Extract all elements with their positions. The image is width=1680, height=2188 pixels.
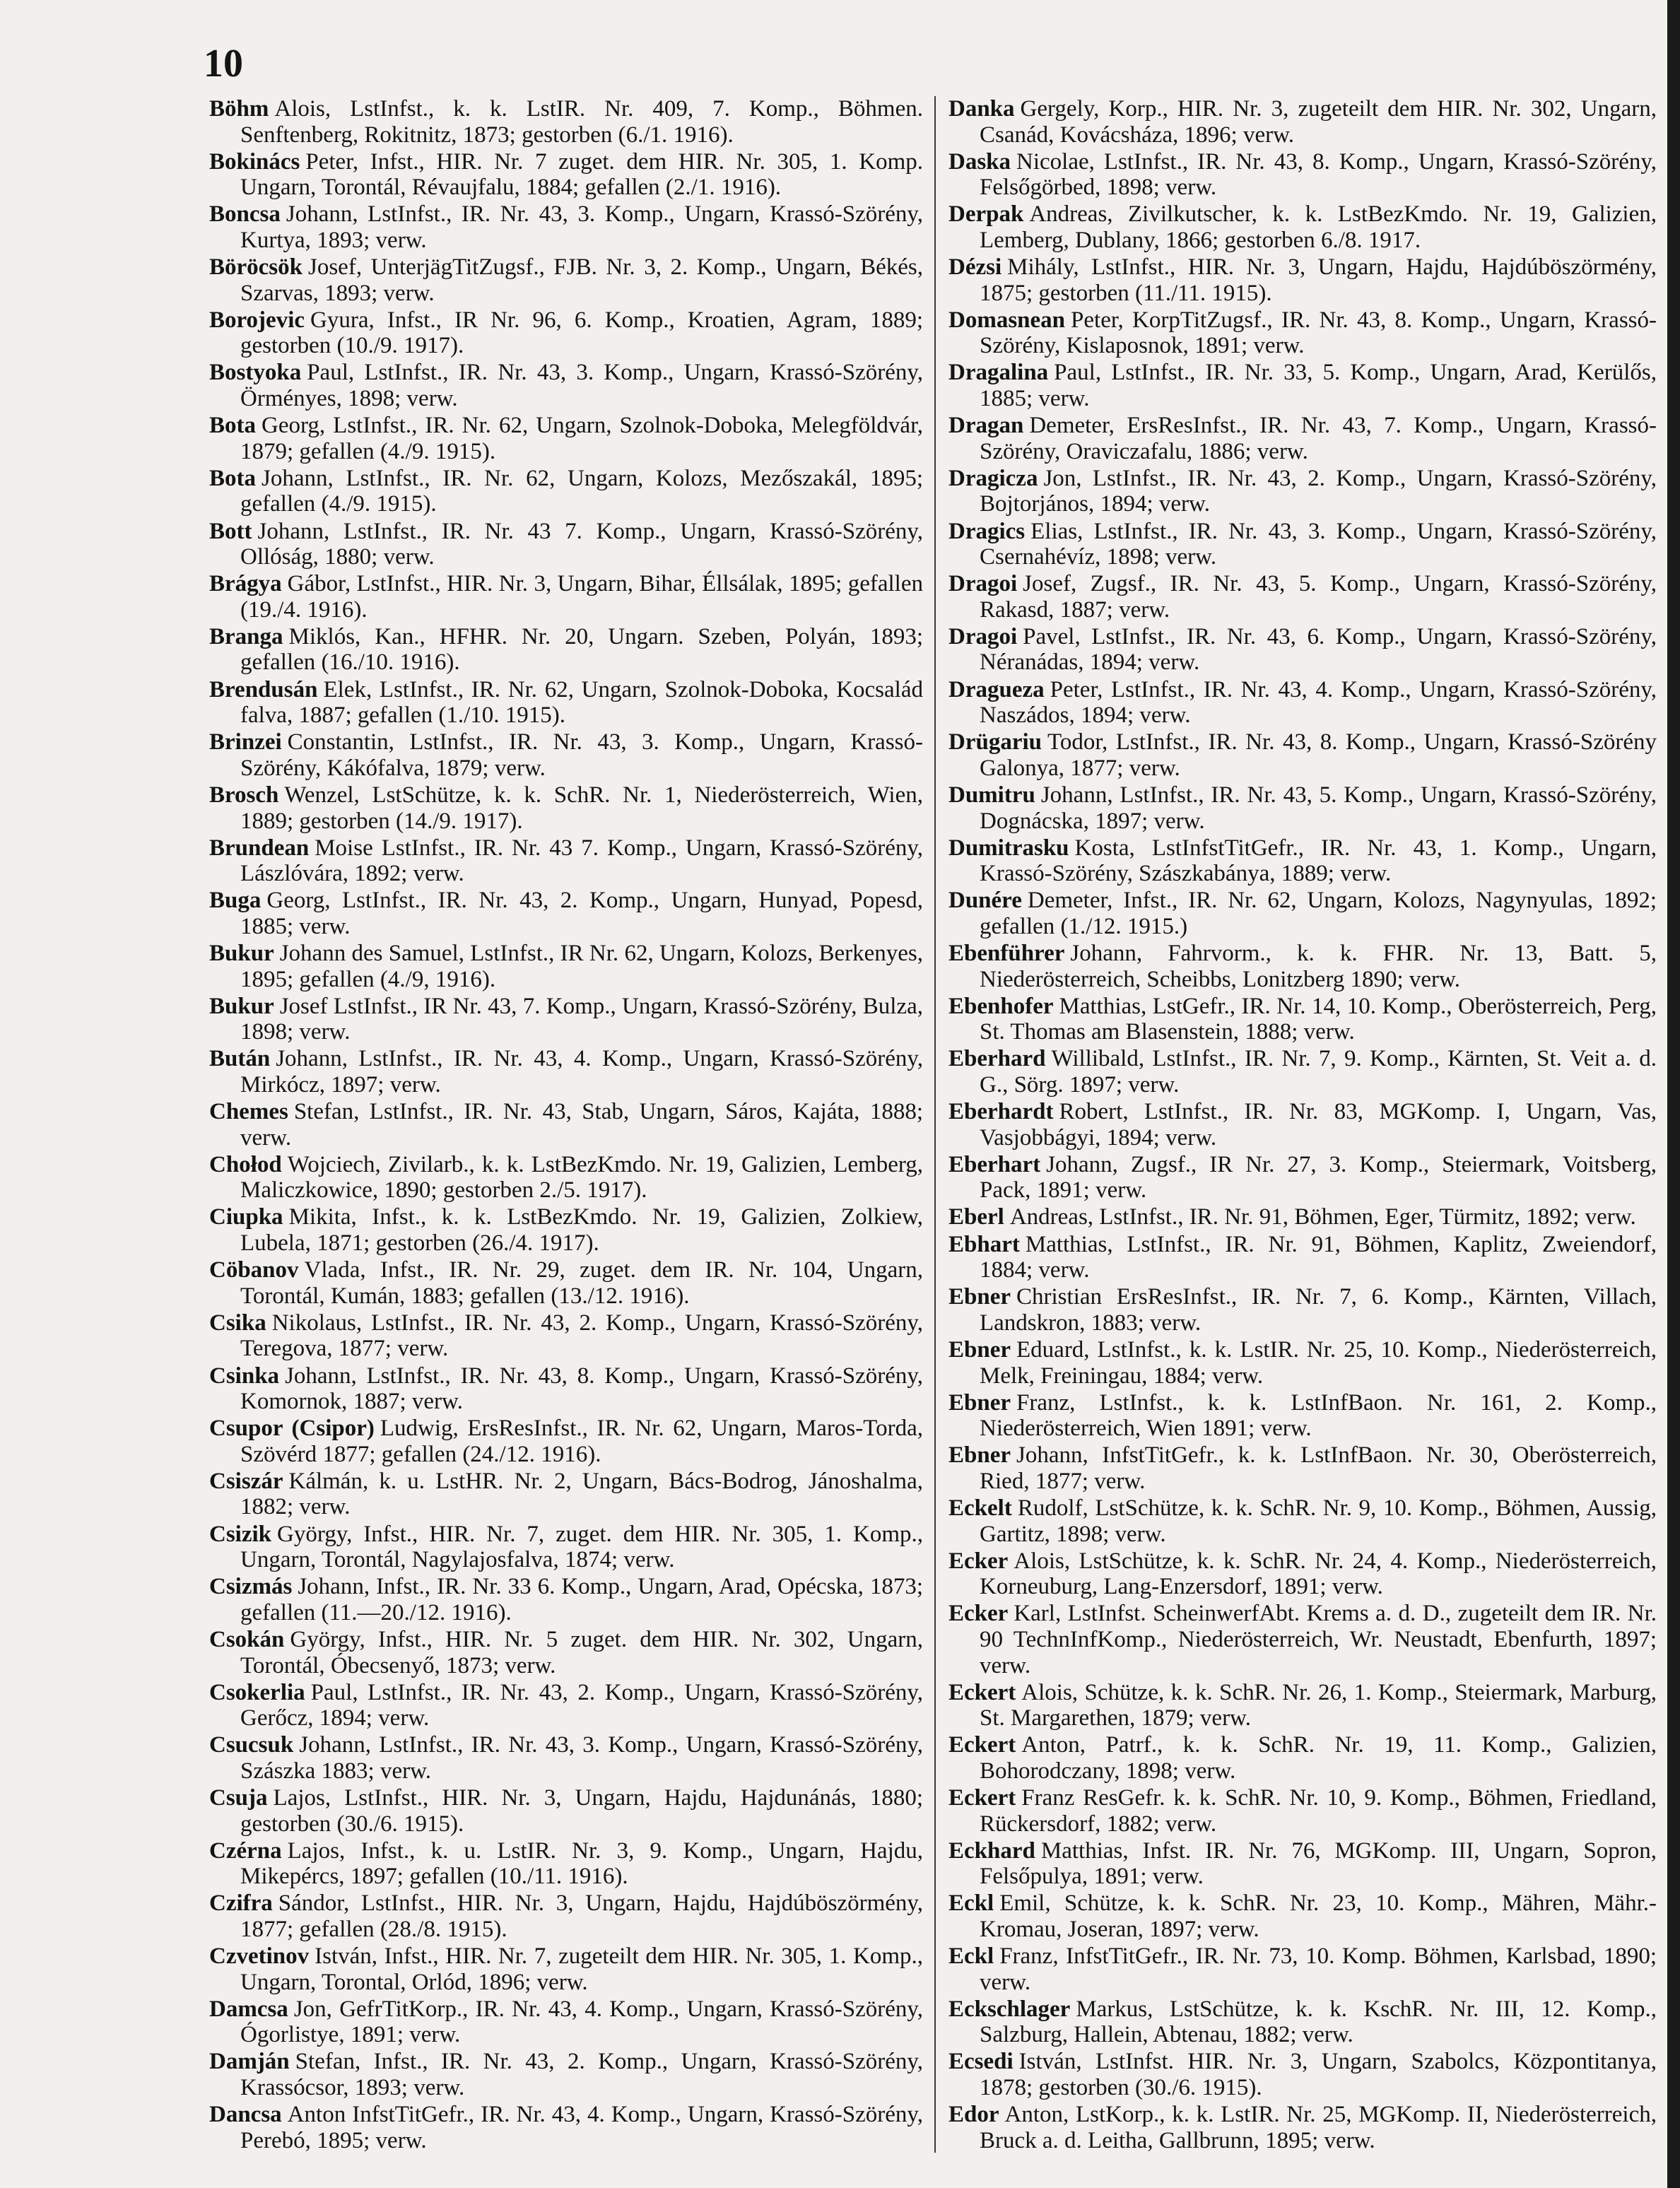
list-item	[948, 1284, 1657, 1336]
list-item	[209, 1943, 923, 1995]
entry-details: Moise LstInfst., IR. Nr. 43 7. Komp., Ungarn, Krassó-Szörény, Lászlóvára, 1892; verw.	[240, 835, 923, 887]
entry-surname: Branga	[209, 623, 283, 649]
list-item	[209, 1680, 923, 1731]
list-item	[209, 677, 923, 729]
entry-surname: Ebner	[948, 1336, 1011, 1363]
entry-details: Franz, InfstTitGefr., IR. Nr. 73, 10. Komp. Böhmen, Karlsbad, 1890; verw.	[980, 1943, 1657, 1995]
entry-surname: Dumitru	[948, 782, 1035, 808]
list-item	[209, 1996, 923, 2048]
list-item	[948, 1046, 1657, 1098]
entry-details: Nikolaus, LstInfst., IR. Nr. 43, 2. Komp., Ungarn, Krassó-Szörény, Teregova, 1877; verw.	[240, 1310, 923, 1362]
entry-details: Demeter, Infst., IR. Nr. 62, Ungarn, Kolozs, Nagynyulas, 1892; gefallen (1./12. 1915.)	[980, 888, 1657, 939]
list-item	[948, 941, 1657, 992]
list-item	[209, 1257, 923, 1309]
list-item	[209, 201, 923, 253]
list-item	[948, 1232, 1657, 1283]
list-item	[948, 201, 1657, 253]
entry-details: Josef, Zugsf., IR. Nr. 43, 5. Komp., Ungarn, Krassó-Szörény, Rakasd, 1887; verw.	[980, 571, 1657, 623]
entry-details: Josef, UnterjägTitZugsf., FJB. Nr. 3, 2. Komp., Ungarn, Békés, Szarvas, 1893; verw.	[240, 254, 923, 306]
list-item	[209, 96, 923, 148]
list-item	[209, 2049, 923, 2100]
list-item	[948, 307, 1657, 359]
entry-surname: Csizmás	[209, 1574, 293, 1600]
entry-details: Peter, KorpTitZugsf., IR. Nr. 43, 8. Komp., Ungarn, Krassó-Szörény, Kislaposnok, 1891; verw.	[980, 307, 1657, 359]
entry-details: Anton, LstKorp., k. k. LstIR. Nr. 25, MGKomp. II, Niederösterreich, Bruck a. d. Leitha, Gallbrunn, 1895; verw.	[980, 2102, 1657, 2153]
list-item	[209, 1204, 923, 1256]
entry-details: Demeter, ErsResInfst., IR. Nr. 43, 7. Komp., Ungarn, Krassó-Szörény, Oraviczafalu, 1886; verw.	[980, 413, 1657, 464]
entry-details: Alois, LstInfst., k. k. LstIR. Nr. 409, 7. Komp., Böhmen. Senftenberg, Rokitnitz, 1873; gestorben (6./1. 1916).	[240, 96, 923, 148]
list-item	[209, 2102, 923, 2153]
list-item	[209, 413, 923, 464]
entry-surname: Eberl	[948, 1204, 1004, 1230]
list-item	[948, 1152, 1657, 1204]
entry-details: Constantin, LstInfst., IR. Nr. 43, 3. Komp., Ungarn, Krassó-Szörény, Kákófalva, 1879; verw.	[240, 729, 923, 781]
list-item	[209, 1627, 923, 1678]
entry-details: Lajos, Infst., k. u. LstIR. Nr. 3, 9. Komp., Ungarn, Hajdu, Mikepércs, 1897; gefallen (10./11. 1916).	[240, 1837, 923, 1890]
entry-surname: Damján	[209, 2049, 290, 2075]
entry-surname: Bota	[209, 465, 256, 491]
list-item	[948, 782, 1657, 834]
entry-surname: Chemes	[209, 1099, 288, 1125]
entry-details: Georg, LstInfst., IR. Nr. 62, Ungarn, Szolnok-Doboka, Melegföldvár, 1879; gefallen (4./9. 1915).	[240, 413, 923, 464]
entry-surname: Dancsa	[209, 2102, 282, 2128]
entry-surname: Bukur	[209, 941, 274, 966]
list-item	[948, 677, 1657, 729]
left-column	[209, 96, 923, 2155]
entry-surname: Chołod	[209, 1151, 282, 1177]
list-item	[948, 1785, 1657, 1837]
list-item	[209, 466, 923, 517]
entry-surname: Daska	[948, 148, 1011, 175]
entry-details: Stefan, LstInfst., IR. Nr. 43, Stab, Ungarn, Sáros, Kajáta, 1888; verw.	[240, 1099, 923, 1151]
entry-details: Andreas, Zivilkutscher, k. k. LstBezKmdo. Nr. 19, Galizien, Lemberg, Dublany, 1866; gestorben 6./8. 1917.	[980, 201, 1657, 253]
entry-surname: Dragalina	[948, 360, 1049, 386]
entry-surname: Brosch	[209, 782, 279, 808]
entry-details: Sándor, LstInfst., HIR. Nr. 3, Ungarn, Hajdu, Hajdúböszörmény, 1877; gefallen (28./8. 1915).	[240, 1890, 923, 1942]
entry-surname: Czvetinov	[209, 1943, 310, 1970]
entry-details: Matthias, LstGefr., IR. Nr. 14, 10. Komp., Oberösterreich, Perg, St. Thomas am Blasenstein, 1888; verw.	[980, 993, 1657, 1045]
list-item	[948, 1601, 1657, 1678]
list-item	[948, 888, 1657, 939]
entry-surname: Ebhart	[948, 1231, 1020, 1257]
entry-details: Kosta, LstInfstTitGefr., IR. Nr. 43, 1. Komp., Ungarn, Krassó-Szörény, Szászkabánya, 1889; verw.	[980, 835, 1657, 887]
list-item	[209, 1732, 923, 1784]
list-item	[209, 1310, 923, 1362]
list-item	[209, 360, 923, 411]
entry-details: Rudolf, LstSchütze, k. k. SchR. Nr. 9, 10. Komp., Böhmen, Aussig, Gartitz, 1898; verw.	[980, 1495, 1657, 1547]
entry-details: Anton InfstTitGefr., IR. Nr. 43, 4. Komp., Ungarn, Krassó-Szörény, Perebó, 1895; verw.	[240, 2102, 923, 2153]
list-item	[948, 519, 1657, 570]
entry-surname: Dragoi	[948, 623, 1018, 649]
entry-details: Johann, LstInfst., IR. Nr. 43, 8. Komp., Ungarn, Krassó-Szörény, Komornok, 1887; verw.	[240, 1363, 923, 1415]
entry-surname: Ecker	[948, 1601, 1009, 1627]
scan-edge	[1667, 0, 1680, 2188]
entry-surname: Csokán	[209, 1626, 285, 1652]
list-item	[948, 254, 1657, 306]
entry-details: Kálmán, k. u. LstHR. Nr. 2, Ungarn, Bács-Bodrog, Jánoshalma, 1882; verw.	[240, 1468, 923, 1520]
entry-surname: Böhm	[209, 96, 269, 122]
list-item	[209, 729, 923, 781]
entry-surname: Eckert	[948, 1732, 1016, 1758]
entry-surname: Eberhart	[948, 1151, 1041, 1177]
entry-details: Matthias, Infst. IR. Nr. 76, MGKomp. III, Ungarn, Sopron, Felsőpulya, 1891; verw.	[980, 1837, 1657, 1890]
entry-details: Georg, LstInfst., IR. Nr. 43, 2. Komp., Ungarn, Hunyad, Popesd, 1885; verw.	[240, 888, 923, 939]
entry-surname: Bostyoka	[209, 360, 302, 386]
list-item	[948, 1204, 1657, 1230]
entry-surname: Bota	[209, 413, 256, 439]
entry-surname: Dunére	[948, 888, 1022, 914]
list-item	[948, 1495, 1657, 1547]
list-item	[209, 1099, 923, 1151]
entry-surname: Eckert	[948, 1679, 1016, 1705]
entry-details: Gyura, Infst., IR Nr. 96, 6. Komp., Kroatien, Agram, 1889; gestorben (10./9. 1917).	[240, 307, 923, 359]
list-item	[209, 1522, 923, 1573]
entry-surname: Eckelt	[948, 1495, 1012, 1521]
entry-details: István, Infst., HIR. Nr. 7, zugeteilt dem HIR. Nr. 305, 1. Komp., Ungarn, Torontal, Orlód, 1896; verw.	[240, 1943, 923, 1995]
entry-surname: Bukur	[209, 993, 274, 1019]
entry-surname: Dragan	[948, 413, 1024, 439]
list-item	[948, 96, 1657, 148]
entry-details: Paul, LstInfst., IR. Nr. 43, 2. Komp., Ungarn, Krassó-Szörény, Gerőcz, 1894; verw.	[240, 1679, 923, 1731]
entry-details: Johann, LstInfst., IR. Nr. 43, 3. Komp., Ungarn, Krassó-Szörény, Kurtya, 1893; verw.	[240, 201, 923, 253]
page-number: 10	[204, 42, 243, 86]
entry-surname: Ciupka	[209, 1204, 283, 1230]
entry-details: Ludwig, ErsResInfst., IR. Nr. 62, Ungarn, Maros-Torda, Szövérd 1877; gefallen (24./12. 1916).	[240, 1416, 923, 1467]
list-item	[948, 571, 1657, 623]
entry-details: Josef LstInfst., IR Nr. 43, 7. Komp., Ungarn, Krassó-Szörény, Bulza, 1898; verw.	[240, 993, 923, 1045]
list-item	[948, 2102, 1657, 2153]
entry-details: Johann, LstInfst., IR. Nr. 43 7. Komp., Ungarn, Krassó-Szörény, Ollóság, 1880; verw.	[240, 518, 923, 570]
entry-details: Karl, LstInfst. ScheinwerfAbt. Krems a. d. D., zugeteilt dem IR. Nr. 90 TechnInfKomp., Niederösterreich, Wr. Neustadt, Ebenfurth, 1897; verw.	[980, 1601, 1657, 1678]
entry-details: Elek, LstInfst., IR. Nr. 62, Ungarn, Szolnok-Doboka, Kocsalád falva, 1887; gefallen (1./10. 1915).	[240, 676, 923, 729]
list-item	[948, 1732, 1657, 1784]
entry-details: Alois, Schütze, k. k. SchR. Nr. 26, 1. Komp., Steiermark, Marburg, St. Margarethen, 1879; verw.	[980, 1679, 1657, 1731]
entry-surname: Eckl	[948, 1890, 994, 1917]
entry-details: Peter, LstInfst., IR. Nr. 43, 4. Komp., Ungarn, Krassó-Szörény, Naszádos, 1894; verw.	[980, 676, 1657, 729]
entry-details: Eduard, LstInfst., k. k. LstIR. Nr. 25, 10. Komp., Niederösterreich, Melk, Freiningau, 1884; verw.	[980, 1336, 1657, 1389]
entry-surname: Csiszár	[209, 1468, 283, 1494]
entry-surname: Ebenhofer	[948, 993, 1054, 1019]
entry-surname: Ecker	[948, 1548, 1009, 1574]
list-item	[209, 254, 923, 306]
entry-surname: Böröcsök	[209, 254, 302, 281]
list-item	[209, 1838, 923, 1890]
entry-surname: Dragoi	[948, 571, 1018, 597]
list-item	[209, 624, 923, 676]
list-item	[948, 835, 1657, 887]
list-item	[948, 1943, 1657, 1995]
entry-surname: Bott	[209, 518, 252, 544]
list-item	[948, 360, 1657, 411]
entry-surname: Ecsedi	[948, 2049, 1014, 2075]
list-item	[948, 994, 1657, 1045]
list-item	[948, 466, 1657, 517]
list-item	[209, 1785, 923, 1837]
entry-details: Lajos, LstInfst., HIR. Nr. 3, Ungarn, Hajdu, Hajdunánás, 1880; gestorben (30./6. 1915).	[240, 1785, 923, 1837]
entry-surname: Ebner	[948, 1389, 1011, 1416]
entry-surname: Domasnean	[948, 307, 1066, 333]
entry-details: István, LstInfst. HIR. Nr. 3, Ungarn, Szabolcs, Központitanya, 1878; gestorben (30./6. 1915).	[980, 2049, 1657, 2101]
entry-details: Johann, LstInfst., IR. Nr. 43, 5. Komp., Ungarn, Krassó-Szörény, Dognácska, 1897; verw.	[980, 782, 1657, 834]
entry-details: Markus, LstSchütze, k. k. KschR. Nr. III, 12. Komp., Salzburg, Hallein, Abtenau, 1882; verw.	[980, 1996, 1657, 2048]
entry-surname: Czifra	[209, 1890, 273, 1917]
entry-details: Paul, LstInfst., IR. Nr. 43, 3. Komp., Ungarn, Krassó-Szörény, Örményes, 1898; verw.	[240, 360, 923, 412]
entry-surname: Edor	[948, 2102, 999, 2128]
list-item	[948, 624, 1657, 676]
entry-details: Christian ErsResInfst., IR. Nr. 7, 6. Komp., Kärnten, Villach, Landskron, 1883; verw.	[980, 1284, 1657, 1336]
entry-surname: Csinka	[209, 1363, 280, 1389]
entry-details: Emil, Schütze, k. k. SchR. Nr. 23, 10. Komp., Mähren, Mähr.-Kromau, Joseran, 1897; verw.	[980, 1890, 1657, 1942]
entry-surname: Csokerlia	[209, 1679, 305, 1705]
right-column	[948, 96, 1657, 2155]
list-item	[948, 1680, 1657, 1731]
entry-details: Gábor, LstInfst., HIR. Nr. 3, Ungarn, Bihar, Éllsálak, 1895; gefallen (19./4. 1916).	[240, 571, 923, 623]
entry-details: György, Infst., HIR. Nr. 5 zuget. dem HIR. Nr. 302, Ungarn, Torontál, Óbecsenyő, 1873; verw.	[240, 1626, 923, 1678]
entry-surname: Eckert	[948, 1785, 1016, 1811]
list-item	[948, 1099, 1657, 1151]
entry-surname: Drügariu	[948, 729, 1042, 755]
list-item	[948, 729, 1657, 781]
list-item	[209, 571, 923, 623]
entry-details: Johann, LstInfst., IR. Nr. 43, 3. Komp., Ungarn, Krassó-Szörény, Szászka 1883; verw.	[240, 1732, 923, 1784]
entry-surname: Borojevic	[209, 307, 305, 333]
entry-details: Wojciech, Zivilarb., k. k. LstBezKmdo. Nr. 19, Galizien, Lemberg, Maliczkowice, 1890; gestorben 2./5. 1917).	[240, 1151, 923, 1204]
entry-surname: Cöbanov	[209, 1257, 299, 1283]
list-item	[209, 1046, 923, 1098]
entry-details: Johann, Zugsf., IR Nr. 27, 3. Komp., Steiermark, Voitsberg, Pack, 1891; verw.	[980, 1151, 1657, 1204]
entry-details: Jon, LstInfst., IR. Nr. 43, 2. Komp., Ungarn, Krassó-Szörény, Bojtorjános, 1894; verw.	[980, 465, 1657, 517]
list-item	[948, 149, 1657, 201]
entry-details: Johann, LstInfst., IR. Nr. 62, Ungarn, Kolozs, Mezőszakál, 1895; gefallen (4./9. 1915).	[240, 465, 923, 517]
entry-details: Franz ResGefr. k. k. SchR. Nr. 10, 9. Komp., Böhmen, Friedland, Rückersdorf, 1882; verw.	[980, 1785, 1657, 1837]
entry-surname: Bután	[209, 1046, 271, 1072]
entry-surname: Dragicza	[948, 465, 1038, 491]
entry-details: Mihály, LstInfst., HIR. Nr. 3, Ungarn, Hajdu, Hajdúböszörmény, 1875; gestorben (11./11. 1915).	[980, 254, 1657, 306]
list-item	[948, 2049, 1657, 2100]
entry-details: Jon, GefrTitKorp., IR. Nr. 43, 4. Komp., Ungarn, Krassó-Szörény, Ógorlistye, 1891; verw.	[240, 1996, 923, 2048]
entry-surname: Czérna	[209, 1837, 282, 1864]
list-item	[209, 307, 923, 359]
list-item	[209, 1363, 923, 1415]
list-item	[209, 149, 923, 201]
entry-details: Johann, Fahrvorm., k. k. FHR. Nr. 13, Batt. 5, Niederösterreich, Scheibbs, Lonitzberg 1890; verw.	[980, 941, 1657, 992]
entry-surname: Boncsa	[209, 201, 281, 228]
entry-surname: Derpak	[948, 201, 1024, 228]
entry-surname: Eckhard	[948, 1837, 1035, 1864]
entry-surname: Eberhard	[948, 1046, 1046, 1072]
entry-surname: Damcsa	[209, 1996, 288, 2022]
column-divider	[934, 96, 936, 2153]
entry-surname: Csupor (Csipor)	[209, 1416, 375, 1442]
entry-details: Mikita, Infst., k. k. LstBezKmdo. Nr. 19, Galizien, Zolkiew, Lubela, 1871; gestorben (26./4. 1917).	[240, 1204, 923, 1257]
entry-surname: Csizik	[209, 1521, 272, 1547]
entry-details: Andreas, LstInfst., IR. Nr. 91, Böhmen, Eger, Türmitz, 1892; verw.	[1009, 1204, 1636, 1230]
entry-details: Pavel, LstInfst., IR. Nr. 43, 6. Komp., Ungarn, Krassó-Szörény, Néranádas, 1894; verw.	[980, 623, 1657, 676]
entry-surname: Ebenführer	[948, 941, 1065, 966]
list-item	[209, 1469, 923, 1520]
entry-surname: Csika	[209, 1310, 266, 1336]
entry-surname: Eberhardt	[948, 1099, 1054, 1125]
list-item	[948, 413, 1657, 464]
list-item	[209, 1890, 923, 1942]
entry-surname: Danka	[948, 96, 1015, 122]
entry-surname: Bokinács	[209, 148, 300, 175]
entry-details: Vlada, Infst., IR. Nr. 29, zuget. dem IR. Nr. 104, Ungarn, Torontál, Kumán, 1883; gefallen (13./12. 1916).	[240, 1257, 923, 1309]
entry-surname: Dumitrasku	[948, 835, 1069, 861]
entry-surname: Brundean	[209, 835, 310, 861]
list-item	[948, 1838, 1657, 1890]
entry-details: Peter, Infst., HIR. Nr. 7 zuget. dem HIR. Nr. 305, 1. Komp. Ungarn, Torontál, Révaujfalu, 1884; gefallen (2./1. 1916).	[240, 148, 923, 201]
list-item	[209, 835, 923, 887]
list-item	[948, 1890, 1657, 1942]
entry-surname: Brágya	[209, 571, 282, 597]
entry-details: Todor, LstInfst., IR. Nr. 43, 8. Komp., Ungarn, Krassó-Szörény Galonya, 1877; verw.	[980, 729, 1657, 781]
entry-surname: Brinzei	[209, 729, 282, 755]
entry-details: Alois, LstSchütze, k. k. SchR. Nr. 24, 4. Komp., Niederösterreich, Korneuburg, Lang-Enzersdorf, 1891; verw.	[980, 1548, 1657, 1600]
entry-details: György, Infst., HIR. Nr. 7, zuget. dem HIR. Nr. 305, 1. Komp., Ungarn, Torontál, Nagylajosfalva, 1874; verw.	[240, 1521, 923, 1573]
entry-surname: Ebner	[948, 1284, 1011, 1310]
entry-surname: Csuja	[209, 1785, 268, 1811]
list-item	[948, 1337, 1657, 1389]
list-item	[209, 888, 923, 939]
entry-surname: Dézsi	[948, 254, 1002, 281]
entry-surname: Dragueza	[948, 676, 1045, 702]
entry-details: Paul, LstInfst., IR. Nr. 33, 5. Komp., Ungarn, Arad, Kerülős, 1885; verw.	[980, 360, 1657, 412]
entry-details: Gergely, Korp., HIR. Nr. 3, zugeteilt dem HIR. Nr. 302, Ungarn, Csanád, Kovácsháza, 1896; verw.	[980, 96, 1657, 148]
entry-details: Willibald, LstInfst., IR. Nr. 7, 9. Komp., Kärnten, St. Veit a. d. G., Sörg. 1897; verw.	[980, 1046, 1657, 1098]
entry-surname: Csucsuk	[209, 1732, 294, 1758]
entry-details: Johann, InfstTitGefr., k. k. LstInfBaon. Nr. 30, Oberösterreich, Ried, 1877; verw.	[980, 1442, 1657, 1494]
entry-surname: Eckl	[948, 1943, 994, 1970]
entry-details: Elias, LstInfst., IR. Nr. 43, 3. Komp., Ungarn, Krassó-Szörény, Csernahévíz, 1898; verw.	[980, 518, 1657, 570]
entry-details: Stefan, Infst., IR. Nr. 43, 2. Komp., Ungarn, Krassó-Szörény, Krassócsor, 1893; verw.	[240, 2049, 923, 2101]
entry-details: Johann des Samuel, LstInfst., IR Nr. 62, Ungarn, Kolozs, Berkenyes, 1895; gefallen (4./9, 1916).	[240, 941, 923, 992]
entry-details: Matthias, LstInfst., IR. Nr. 91, Böhmen, Kaplitz, Zweiendorf, 1884; verw.	[980, 1231, 1657, 1283]
entry-details: Robert, LstInfst., IR. Nr. 83, MGKomp. I, Ungarn, Vas, Vasjobbágyi, 1894; verw.	[980, 1099, 1657, 1151]
entry-surname: Buga	[209, 888, 262, 914]
entry-details: Wenzel, LstSchütze, k. k. SchR. Nr. 1, Niederösterreich, Wien, 1889; gestorben (14./9. 1917).	[240, 782, 923, 834]
entry-surname: Brendusán	[209, 676, 318, 702]
list-item	[948, 1442, 1657, 1494]
list-item	[209, 941, 923, 992]
entry-details: Nicolae, LstInfst., IR. Nr. 43, 8. Komp., Ungarn, Krassó-Szörény, Felsőgörbed, 1898; verw.	[980, 148, 1657, 201]
list-item	[209, 994, 923, 1045]
entry-details: Johann, Infst., IR. Nr. 33 6. Komp., Ungarn, Arad, Opécska, 1873; gefallen (11.—20./12. 1916).	[240, 1574, 923, 1625]
list-item	[209, 1152, 923, 1204]
list-item	[209, 519, 923, 570]
list-item	[209, 1574, 923, 1625]
entry-details: Johann, LstInfst., IR. Nr. 43, 4. Komp., Ungarn, Krassó-Szörény, Mirkócz, 1897; verw.	[240, 1046, 923, 1098]
entry-details: Anton, Patrf., k. k. SchR. Nr. 19, 11. Komp., Galizien, Bohorodczany, 1898; verw.	[980, 1732, 1657, 1784]
list-item	[209, 1416, 923, 1467]
entry-surname: Ebner	[948, 1442, 1011, 1469]
list-item	[948, 1548, 1657, 1600]
list-item	[948, 1996, 1657, 2048]
entry-surname: Dragics	[948, 518, 1026, 544]
entry-surname: Eckschlager	[948, 1996, 1071, 2022]
list-item	[209, 782, 923, 834]
entry-details: Miklós, Kan., HFHR. Nr. 20, Ungarn. Szeben, Polyán, 1893; gefallen (16./10. 1916).	[240, 623, 923, 676]
entry-details: Franz, LstInfst., k. k. LstInfBaon. Nr. 161, 2. Komp., Niederösterreich, Wien 1891; verw.	[980, 1389, 1657, 1442]
list-item	[948, 1390, 1657, 1442]
